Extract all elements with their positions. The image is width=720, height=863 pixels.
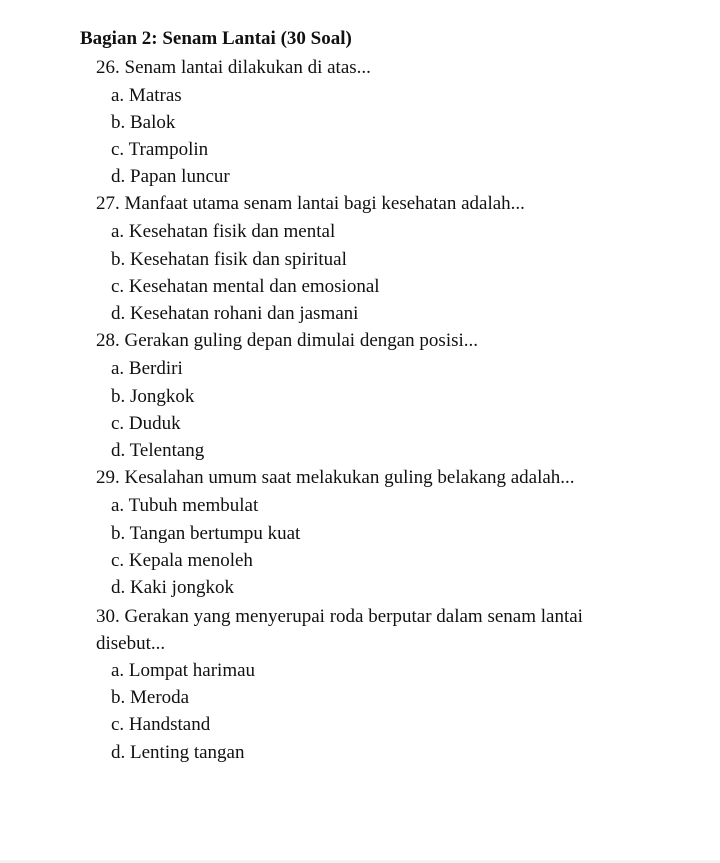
question-26: 26. Senam lantai dilakukan di atas... — [96, 57, 371, 78]
option-26-d: d. Papan luncur — [111, 166, 230, 187]
option-28-a: a. Berdiri — [111, 358, 183, 379]
option-27-d: d. Kesehatan rohani dan jasmani — [111, 303, 359, 324]
option-29-d: d. Kaki jongkok — [111, 577, 234, 598]
option-26-c: c. Trampolin — [111, 139, 209, 160]
option-29-b: b. Tangan bertumpu kuat — [111, 523, 301, 544]
option-30-d: d. Lenting tangan — [111, 742, 245, 763]
question-27: 27. Manfaat utama senam lantai bagi kesehatan adalah... — [96, 193, 525, 214]
question-28: 28. Gerakan guling depan dimulai dengan posisi... — [96, 330, 479, 351]
option-28-d: d. Telentang — [111, 440, 205, 461]
option-28-b: b. Jongkok — [111, 386, 195, 407]
option-27-b: b. Kesehatan fisik dan spiritual — [111, 249, 347, 270]
option-30-b: b. Meroda — [111, 687, 190, 708]
option-27-a: a. Kesehatan fisik dan mental — [111, 221, 336, 242]
question-29: 29. Kesalahan umum saat melakukan guling belakang adalah... — [96, 467, 575, 488]
question-30: 30. Gerakan yang menyerupai roda berputar dalam senam lantai disebut... — [96, 606, 583, 654]
option-30-c: c. Handstand — [111, 714, 211, 735]
option-30-a: a. Lompat harimau — [111, 660, 256, 681]
section-heading: Bagian 2: Senam Lantai (30 Soal) — [80, 28, 352, 49]
option-29-a: a. Tubuh membulat — [111, 495, 259, 516]
option-29-c: c. Kepala menoleh — [111, 550, 253, 571]
option-26-b: b. Balok — [111, 112, 176, 133]
option-27-c: c. Kesehatan mental dan emosional — [111, 276, 380, 297]
option-26-a: a. Matras — [111, 85, 182, 106]
option-28-c: c. Duduk — [111, 413, 181, 434]
